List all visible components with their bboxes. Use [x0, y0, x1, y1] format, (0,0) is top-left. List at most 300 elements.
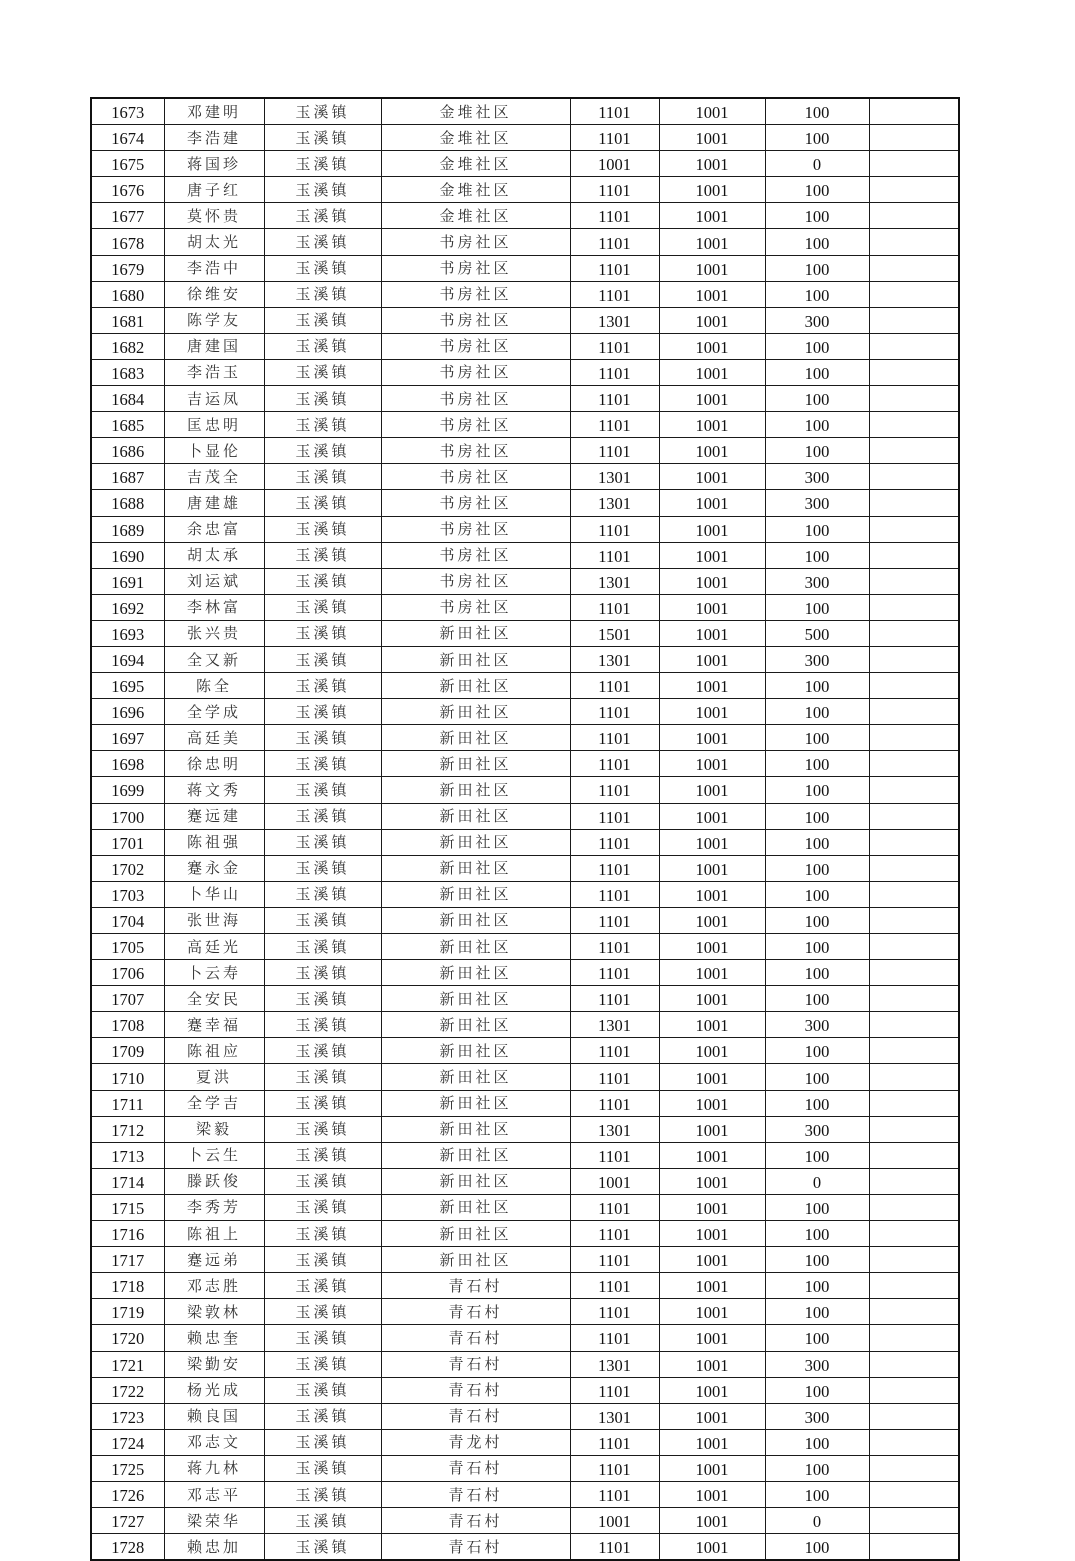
cell-town: 玉溪镇 [264, 1221, 381, 1247]
table-row [91, 125, 959, 151]
table-row [91, 255, 959, 281]
cell-amount: 300 [765, 646, 869, 672]
cell-town: 玉溪镇 [264, 125, 381, 151]
table-row [91, 620, 959, 646]
cell-code-a: 1101 [570, 1090, 659, 1116]
cell-note [869, 594, 959, 620]
cell-village: 书房社区 [381, 281, 570, 307]
cell-name: 张世海 [164, 907, 264, 933]
cell-amount: 300 [765, 464, 869, 490]
cell-id: 1684 [91, 386, 164, 412]
cell-name: 全学成 [164, 699, 264, 725]
cell-village: 新田社区 [381, 881, 570, 907]
cell-name: 徐维安 [164, 281, 264, 307]
cell-code-a: 1301 [570, 1351, 659, 1377]
cell-town: 玉溪镇 [264, 699, 381, 725]
cell-name: 邓志文 [164, 1429, 264, 1455]
cell-amount: 100 [765, 829, 869, 855]
cell-village: 新田社区 [381, 934, 570, 960]
cell-name: 唐建国 [164, 333, 264, 359]
cell-code-b: 1001 [659, 359, 765, 385]
cell-name: 夏洪 [164, 1064, 264, 1090]
cell-code-b: 1001 [659, 386, 765, 412]
cell-code-a: 1101 [570, 542, 659, 568]
cell-id: 1694 [91, 646, 164, 672]
cell-village: 书房社区 [381, 307, 570, 333]
cell-code-b: 1001 [659, 803, 765, 829]
table-row [91, 646, 959, 672]
cell-note [869, 568, 959, 594]
cell-code-b: 1001 [659, 1194, 765, 1220]
cell-code-b: 1001 [659, 1325, 765, 1351]
cell-code-a: 1101 [570, 1064, 659, 1090]
cell-id: 1728 [91, 1534, 164, 1561]
cell-town: 玉溪镇 [264, 1247, 381, 1273]
cell-note [869, 646, 959, 672]
cell-id: 1727 [91, 1508, 164, 1534]
cell-village: 青龙村 [381, 1429, 570, 1455]
cell-name: 唐子红 [164, 177, 264, 203]
cell-code-b: 1001 [659, 1038, 765, 1064]
cell-amount: 300 [765, 1351, 869, 1377]
cell-id: 1726 [91, 1481, 164, 1507]
cell-village: 书房社区 [381, 464, 570, 490]
cell-note [869, 1325, 959, 1351]
cell-id: 1680 [91, 281, 164, 307]
cell-town: 玉溪镇 [264, 1142, 381, 1168]
cell-village: 青石村 [381, 1508, 570, 1534]
table-row [91, 1377, 959, 1403]
cell-town: 玉溪镇 [264, 1351, 381, 1377]
cell-code-b: 1001 [659, 333, 765, 359]
cell-town: 玉溪镇 [264, 203, 381, 229]
cell-name: 蹇永金 [164, 855, 264, 881]
cell-village: 青石村 [381, 1534, 570, 1561]
cell-village: 青石村 [381, 1481, 570, 1507]
cell-amount: 100 [765, 1273, 869, 1299]
cell-code-b: 1001 [659, 699, 765, 725]
cell-town: 玉溪镇 [264, 386, 381, 412]
cell-note [869, 1012, 959, 1038]
table-row [91, 1351, 959, 1377]
cell-name: 徐忠明 [164, 751, 264, 777]
cell-town: 玉溪镇 [264, 229, 381, 255]
cell-amount: 300 [765, 1116, 869, 1142]
table-row [91, 960, 959, 986]
cell-code-a: 1101 [570, 1377, 659, 1403]
cell-village: 新田社区 [381, 803, 570, 829]
cell-village: 青石村 [381, 1377, 570, 1403]
cell-village: 书房社区 [381, 333, 570, 359]
cell-id: 1678 [91, 229, 164, 255]
cell-code-b: 1001 [659, 777, 765, 803]
cell-code-b: 1001 [659, 1116, 765, 1142]
cell-name: 卜显伦 [164, 438, 264, 464]
cell-name: 赖忠奎 [164, 1325, 264, 1351]
cell-note [869, 1273, 959, 1299]
table-row [91, 177, 959, 203]
table-row [91, 1247, 959, 1273]
cell-id: 1682 [91, 333, 164, 359]
cell-town: 玉溪镇 [264, 1508, 381, 1534]
cell-code-a: 1101 [570, 673, 659, 699]
cell-note [869, 829, 959, 855]
cell-name: 高廷光 [164, 934, 264, 960]
cell-name: 李秀芳 [164, 1194, 264, 1220]
cell-note [869, 934, 959, 960]
cell-village: 金堆社区 [381, 151, 570, 177]
cell-code-b: 1001 [659, 1429, 765, 1455]
cell-town: 玉溪镇 [264, 1116, 381, 1142]
table-row [91, 1481, 959, 1507]
cell-name: 滕跃俊 [164, 1168, 264, 1194]
cell-amount: 100 [765, 1142, 869, 1168]
cell-code-a: 1101 [570, 1481, 659, 1507]
cell-amount: 100 [765, 960, 869, 986]
cell-town: 玉溪镇 [264, 412, 381, 438]
cell-village: 新田社区 [381, 1090, 570, 1116]
cell-village: 书房社区 [381, 412, 570, 438]
table-row [91, 881, 959, 907]
cell-code-a: 1101 [570, 125, 659, 151]
cell-code-a: 1101 [570, 1325, 659, 1351]
cell-town: 玉溪镇 [264, 1168, 381, 1194]
table-row [91, 1325, 959, 1351]
cell-code-b: 1001 [659, 281, 765, 307]
cell-town: 玉溪镇 [264, 359, 381, 385]
cell-amount: 100 [765, 1090, 869, 1116]
cell-village: 青石村 [381, 1273, 570, 1299]
cell-code-b: 1001 [659, 751, 765, 777]
cell-code-b: 1001 [659, 1090, 765, 1116]
cell-name: 卜云寿 [164, 960, 264, 986]
cell-note [869, 490, 959, 516]
cell-note [869, 1142, 959, 1168]
cell-name: 梁敦林 [164, 1299, 264, 1325]
cell-note [869, 98, 959, 125]
cell-code-b: 1001 [659, 1455, 765, 1481]
cell-note [869, 386, 959, 412]
cell-id: 1725 [91, 1455, 164, 1481]
cell-name: 吉运凤 [164, 386, 264, 412]
cell-id: 1681 [91, 307, 164, 333]
cell-village: 书房社区 [381, 594, 570, 620]
cell-code-a: 1101 [570, 1534, 659, 1561]
cell-code-b: 1001 [659, 151, 765, 177]
cell-code-a: 1301 [570, 1012, 659, 1038]
cell-amount: 100 [765, 1247, 869, 1273]
cell-name: 赖忠加 [164, 1534, 264, 1561]
cell-code-a: 1101 [570, 934, 659, 960]
table-row [91, 1194, 959, 1220]
cell-note [869, 464, 959, 490]
table-row [91, 1116, 959, 1142]
cell-name: 卜华山 [164, 881, 264, 907]
cell-note [869, 412, 959, 438]
cell-code-a: 1301 [570, 568, 659, 594]
cell-name: 吉茂全 [164, 464, 264, 490]
cell-id: 1697 [91, 725, 164, 751]
cell-id: 1712 [91, 1116, 164, 1142]
cell-name: 卜云生 [164, 1142, 264, 1168]
cell-note [869, 307, 959, 333]
cell-town: 玉溪镇 [264, 1325, 381, 1351]
table-row [91, 777, 959, 803]
cell-code-b: 1001 [659, 1481, 765, 1507]
table-row [91, 203, 959, 229]
table-row [91, 699, 959, 725]
cell-code-b: 1001 [659, 255, 765, 281]
cell-id: 1716 [91, 1221, 164, 1247]
cell-town: 玉溪镇 [264, 1064, 381, 1090]
cell-town: 玉溪镇 [264, 751, 381, 777]
cell-id: 1699 [91, 777, 164, 803]
cell-village: 新田社区 [381, 646, 570, 672]
cell-name: 李浩建 [164, 125, 264, 151]
cell-code-b: 1001 [659, 1273, 765, 1299]
cell-village: 书房社区 [381, 359, 570, 385]
cell-amount: 100 [765, 803, 869, 829]
cell-amount: 100 [765, 594, 869, 620]
cell-amount: 100 [765, 1038, 869, 1064]
cell-note [869, 333, 959, 359]
cell-amount: 100 [765, 855, 869, 881]
table-row [91, 98, 959, 125]
cell-amount: 0 [765, 151, 869, 177]
cell-note [869, 1455, 959, 1481]
cell-code-a: 1101 [570, 1299, 659, 1325]
cell-amount: 100 [765, 673, 869, 699]
cell-code-b: 1001 [659, 1299, 765, 1325]
cell-code-a: 1101 [570, 725, 659, 751]
cell-code-a: 1101 [570, 203, 659, 229]
cell-note [869, 803, 959, 829]
cell-village: 书房社区 [381, 386, 570, 412]
cell-amount: 300 [765, 1012, 869, 1038]
table-row [91, 1508, 959, 1534]
cell-note [869, 1481, 959, 1507]
cell-code-b: 1001 [659, 829, 765, 855]
cell-code-a: 1101 [570, 1273, 659, 1299]
cell-village: 新田社区 [381, 1012, 570, 1038]
cell-code-b: 1001 [659, 1508, 765, 1534]
cell-town: 玉溪镇 [264, 1273, 381, 1299]
cell-id: 1715 [91, 1194, 164, 1220]
cell-village: 青石村 [381, 1455, 570, 1481]
cell-id: 1679 [91, 255, 164, 281]
cell-amount: 100 [765, 881, 869, 907]
cell-town: 玉溪镇 [264, 594, 381, 620]
cell-code-a: 1301 [570, 1116, 659, 1142]
cell-id: 1721 [91, 1351, 164, 1377]
cell-village: 金堆社区 [381, 125, 570, 151]
cell-amount: 100 [765, 125, 869, 151]
cell-note [869, 620, 959, 646]
table-row [91, 1299, 959, 1325]
table-row [91, 1090, 959, 1116]
table-row [91, 229, 959, 255]
cell-code-b: 1001 [659, 1012, 765, 1038]
cell-name: 陈祖应 [164, 1038, 264, 1064]
table-row [91, 490, 959, 516]
cell-id: 1685 [91, 412, 164, 438]
cell-town: 玉溪镇 [264, 1299, 381, 1325]
cell-name: 张兴贵 [164, 620, 264, 646]
table-row [91, 386, 959, 412]
cell-name: 蹇远建 [164, 803, 264, 829]
cell-village: 新田社区 [381, 620, 570, 646]
cell-amount: 100 [765, 412, 869, 438]
table-row [91, 333, 959, 359]
cell-amount: 300 [765, 1403, 869, 1429]
cell-note [869, 1403, 959, 1429]
cell-id: 1711 [91, 1090, 164, 1116]
cell-town: 玉溪镇 [264, 438, 381, 464]
table-row [91, 1168, 959, 1194]
cell-note [869, 1038, 959, 1064]
cell-name: 蒋文秀 [164, 777, 264, 803]
cell-code-a: 1101 [570, 1429, 659, 1455]
cell-village: 新田社区 [381, 829, 570, 855]
cell-village: 书房社区 [381, 516, 570, 542]
cell-id: 1683 [91, 359, 164, 385]
cell-village: 新田社区 [381, 777, 570, 803]
cell-code-a: 1001 [570, 151, 659, 177]
cell-code-b: 1001 [659, 412, 765, 438]
cell-code-b: 1001 [659, 1247, 765, 1273]
cell-note [869, 1429, 959, 1455]
cell-id: 1673 [91, 98, 164, 125]
cell-code-a: 1101 [570, 881, 659, 907]
cell-village: 青石村 [381, 1403, 570, 1429]
cell-code-b: 1001 [659, 646, 765, 672]
data-table [90, 97, 960, 1561]
cell-amount: 300 [765, 307, 869, 333]
cell-village: 金堆社区 [381, 177, 570, 203]
cell-village: 新田社区 [381, 1038, 570, 1064]
cell-town: 玉溪镇 [264, 542, 381, 568]
cell-name: 陈祖强 [164, 829, 264, 855]
cell-amount: 100 [765, 986, 869, 1012]
cell-code-a: 1101 [570, 516, 659, 542]
cell-note [869, 1377, 959, 1403]
cell-village: 新田社区 [381, 1247, 570, 1273]
table-row [91, 1429, 959, 1455]
cell-name: 陈祖上 [164, 1221, 264, 1247]
cell-name: 陈学友 [164, 307, 264, 333]
cell-id: 1677 [91, 203, 164, 229]
cell-id: 1693 [91, 620, 164, 646]
cell-id: 1722 [91, 1377, 164, 1403]
cell-village: 新田社区 [381, 1168, 570, 1194]
cell-id: 1692 [91, 594, 164, 620]
cell-note [869, 1221, 959, 1247]
cell-note [869, 1247, 959, 1273]
cell-town: 玉溪镇 [264, 960, 381, 986]
cell-code-a: 1101 [570, 699, 659, 725]
cell-note [869, 177, 959, 203]
cell-amount: 100 [765, 542, 869, 568]
cell-amount: 100 [765, 1429, 869, 1455]
cell-id: 1674 [91, 125, 164, 151]
cell-id: 1710 [91, 1064, 164, 1090]
cell-amount: 100 [765, 98, 869, 125]
cell-code-a: 1101 [570, 333, 659, 359]
cell-town: 玉溪镇 [264, 516, 381, 542]
cell-village: 新田社区 [381, 699, 570, 725]
cell-note [869, 699, 959, 725]
cell-name: 胡太光 [164, 229, 264, 255]
cell-id: 1686 [91, 438, 164, 464]
cell-code-a: 1101 [570, 177, 659, 203]
cell-town: 玉溪镇 [264, 725, 381, 751]
cell-note [869, 1116, 959, 1142]
cell-village: 青石村 [381, 1351, 570, 1377]
cell-town: 玉溪镇 [264, 1534, 381, 1561]
table-row [91, 1534, 959, 1561]
cell-note [869, 1090, 959, 1116]
cell-note [869, 1168, 959, 1194]
cell-name: 全又新 [164, 646, 264, 672]
cell-code-b: 1001 [659, 855, 765, 881]
cell-id: 1724 [91, 1429, 164, 1455]
cell-code-a: 1101 [570, 1455, 659, 1481]
table-body [91, 98, 959, 1560]
cell-code-a: 1101 [570, 359, 659, 385]
cell-village: 新田社区 [381, 907, 570, 933]
cell-name: 陈全 [164, 673, 264, 699]
cell-town: 玉溪镇 [264, 777, 381, 803]
table-row [91, 855, 959, 881]
cell-note [869, 1351, 959, 1377]
cell-town: 玉溪镇 [264, 1377, 381, 1403]
cell-town: 玉溪镇 [264, 986, 381, 1012]
cell-id: 1703 [91, 881, 164, 907]
cell-name: 梁荣华 [164, 1508, 264, 1534]
cell-amount: 300 [765, 568, 869, 594]
cell-amount: 100 [765, 1194, 869, 1220]
cell-code-b: 1001 [659, 98, 765, 125]
cell-code-a: 1101 [570, 386, 659, 412]
cell-code-b: 1001 [659, 594, 765, 620]
cell-amount: 100 [765, 229, 869, 255]
cell-id: 1708 [91, 1012, 164, 1038]
cell-town: 玉溪镇 [264, 255, 381, 281]
cell-id: 1719 [91, 1299, 164, 1325]
table-row [91, 151, 959, 177]
cell-town: 玉溪镇 [264, 934, 381, 960]
cell-id: 1709 [91, 1038, 164, 1064]
cell-town: 玉溪镇 [264, 907, 381, 933]
cell-id: 1688 [91, 490, 164, 516]
cell-note [869, 281, 959, 307]
cell-note [869, 516, 959, 542]
cell-note [869, 1508, 959, 1534]
cell-note [869, 986, 959, 1012]
table-row [91, 594, 959, 620]
table-row [91, 359, 959, 385]
cell-name: 全学吉 [164, 1090, 264, 1116]
cell-amount: 100 [765, 1064, 869, 1090]
cell-amount: 100 [765, 934, 869, 960]
cell-note [869, 777, 959, 803]
cell-id: 1702 [91, 855, 164, 881]
cell-code-b: 1001 [659, 490, 765, 516]
cell-town: 玉溪镇 [264, 568, 381, 594]
table-row [91, 1038, 959, 1064]
cell-note [869, 907, 959, 933]
cell-id: 1687 [91, 464, 164, 490]
